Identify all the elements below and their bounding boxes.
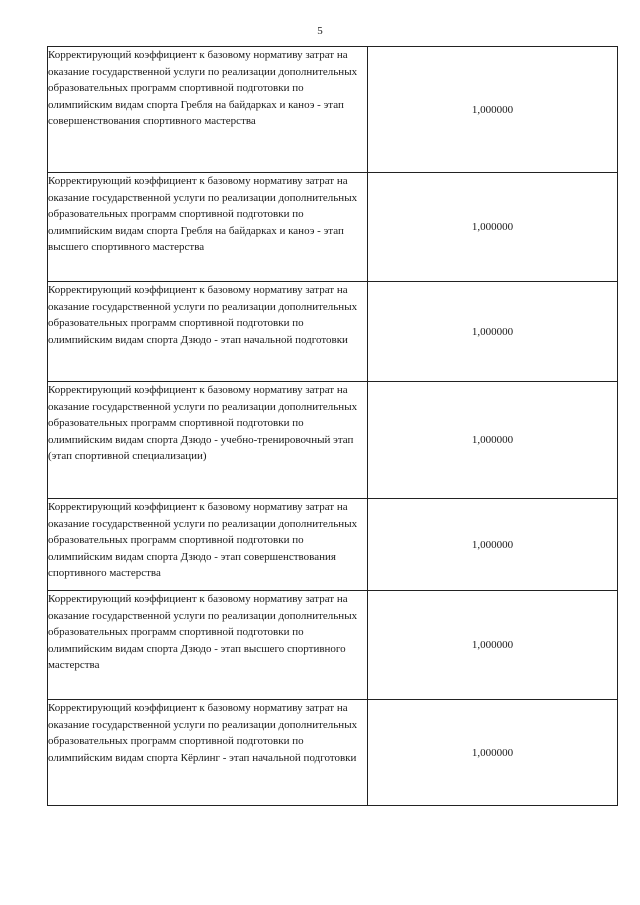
coefficient-value: 1,000000: [368, 47, 618, 173]
coefficient-value: 1,000000: [368, 591, 618, 700]
coefficient-table: [47, 46, 618, 806]
table-row: [48, 382, 618, 499]
table-row: [48, 173, 618, 282]
coefficient-value: 1,000000: [368, 499, 618, 591]
coefficient-description: Корректирующий коэффициент к базовому нормативу затрат на оказание государственной услуги по реализации дополнительных образовательных программ спортивной подготовки по олимпийским видам спорта Дзюдо - учебно-тренировочный этап (этап спортивной специализации): [48, 382, 368, 499]
table-row: [48, 591, 618, 700]
table-row: [48, 47, 618, 173]
coefficient-description: Корректирующий коэффициент к базовому нормативу затрат на оказание государственной услуги по реализации дополнительных образовательных программ спортивной подготовки по олимпийским видам спорта Кёрлинг - этап начальной подготовки: [48, 700, 368, 806]
coefficient-description: Корректирующий коэффициент к базовому нормативу затрат на оказание государственной услуги по реализации дополнительных образовательных программ спортивной подготовки по олимпийским видам спорта Гребля на байдарках и каноэ - этап высшего спортивного мастерства: [48, 173, 368, 282]
coefficient-value: 1,000000: [368, 700, 618, 806]
table-row: [48, 282, 618, 382]
coefficient-description: Корректирующий коэффициент к базовому нормативу затрат на оказание государственной услуги по реализации дополнительных образовательных программ спортивной подготовки по олимпийским видам спорта Дзюдо - этап совершенствования спортивного мастерства: [48, 499, 368, 591]
coefficient-description: Корректирующий коэффициент к базовому нормативу затрат на оказание государственной услуги по реализации дополнительных образовательных программ спортивной подготовки по олимпийским видам спорта Дзюдо - этап высшего спортивного мастерства: [48, 591, 368, 700]
coefficient-value: 1,000000: [368, 282, 618, 382]
table-row: [48, 700, 618, 806]
page-number: 5: [317, 25, 323, 37]
coefficient-value: 1,000000: [368, 382, 618, 499]
table-row: [48, 499, 618, 591]
coefficient-value: 1,000000: [368, 173, 618, 282]
coefficient-description: Корректирующий коэффициент к базовому нормативу затрат на оказание государственной услуги по реализации дополнительных образовательных программ спортивной подготовки по олимпийским видам спорта Дзюдо - этап начальной подготовки: [48, 282, 368, 382]
coefficient-description: Корректирующий коэффициент к базовому нормативу затрат на оказание государственной услуги по реализации дополнительных образовательных программ спортивной подготовки по олимпийским видам спорта Гребля на байдарках и каноэ - этап совершенствования спортивного мастерства: [48, 47, 368, 173]
